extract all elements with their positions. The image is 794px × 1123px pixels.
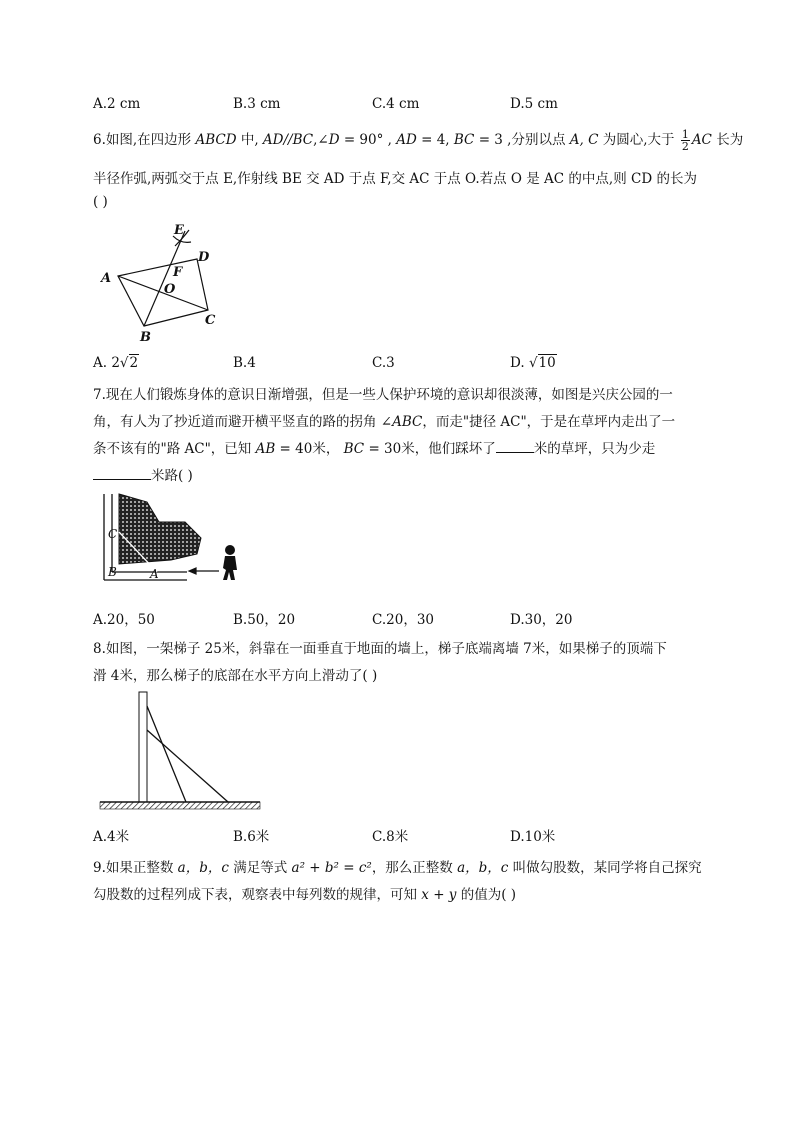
- q5-option-c[interactable]: C.4 cm: [372, 96, 420, 112]
- q7-text: = 30米，他们踩坏了: [364, 441, 496, 457]
- q6-math: A, C: [569, 132, 599, 148]
- q6-quadrilateral-figure: [95, 218, 225, 346]
- q7-label-b: B: [108, 565, 117, 579]
- q9-text: ，那么正整数: [371, 860, 458, 876]
- q7-math: AB: [255, 441, 276, 457]
- q7-option-a[interactable]: A.20，50: [93, 612, 155, 628]
- q7-label-c: C: [108, 527, 118, 541]
- q7-label-a: A: [150, 567, 159, 581]
- q8-stem-line2: 滑 4米，那么梯子的底部在水平方向上滑动了( ): [93, 668, 378, 684]
- q6-option-d[interactable]: [510, 355, 557, 371]
- q6-option-a-prefix: A. 2: [93, 355, 120, 371]
- q8-ladder-slid: [147, 730, 228, 802]
- q6-text: = 4,: [416, 132, 454, 148]
- q6-math: ABCD: [195, 132, 237, 148]
- q7-stem-line2: [93, 410, 675, 430]
- q6-option-b[interactable]: B.4: [233, 355, 256, 371]
- q6-label-o: O: [164, 282, 176, 297]
- q6-stem-line2: 半径作弧,两弧交于点 E,作射线 BE 交 AD 于点 F,交 AC 于点 O.若点 O 是 AC 的中点,则 CD 的长为: [93, 171, 697, 187]
- q7-angle: ABC: [392, 414, 423, 430]
- q9-stem-line1: [93, 856, 702, 876]
- q7-grass-area: [119, 494, 201, 564]
- q7-text: 角，有人为了抄近道而避开横平竖直的路的拐角 ∠: [93, 414, 393, 430]
- q7-text: 条不该有的"路 AC"，已知: [93, 441, 256, 457]
- q8-stem-line1: 8.如图，一架梯子 25米，斜靠在一面垂直于地面的墙上，梯子底端离墙 7米，如果梯子的顶端下: [93, 641, 667, 657]
- q9-text: 的值为( ): [456, 887, 517, 903]
- q8-ladder-initial: [147, 706, 186, 802]
- q5-option-a[interactable]: A.2 cm: [93, 96, 141, 112]
- q7-park-figure: [97, 488, 247, 586]
- q8-wall: [139, 692, 147, 802]
- q6-label-a: A: [101, 271, 112, 286]
- q6-stem-line3: ( ): [93, 194, 108, 210]
- q9-text: 满足等式: [228, 860, 292, 876]
- q7-answer-blank-2[interactable]: [93, 467, 151, 480]
- q6-text: 长为: [711, 132, 744, 148]
- q6-math: AD: [396, 132, 417, 148]
- q6-math: D: [328, 132, 340, 148]
- q9-text: 勾股数的过程列成下表，观察表中每列数的规律，可知: [93, 887, 422, 903]
- q6-math: AD//BC: [262, 132, 314, 148]
- q6-text: = 3 ,分别以点: [474, 132, 570, 148]
- q8-option-b[interactable]: B.6米: [233, 829, 270, 845]
- q7-text: = 40米，: [275, 441, 344, 457]
- q6-option-a[interactable]: [93, 355, 139, 371]
- q7-text: 米的草坪，只为少走: [533, 441, 656, 457]
- q6-text: 中,: [236, 132, 263, 148]
- sqrt-icon: √2: [119, 355, 139, 371]
- walking-person-icon: [223, 545, 237, 580]
- q6-math: AC: [691, 132, 712, 148]
- q6-fraction: [681, 129, 690, 152]
- q7-option-d[interactable]: D.30，20: [510, 612, 573, 628]
- q6-option-d-prefix: D.: [510, 355, 529, 371]
- q6-option-a-radicand: 2: [129, 355, 139, 371]
- q8-ground: [100, 802, 260, 809]
- q7-option-b[interactable]: B.50，20: [233, 612, 296, 628]
- q6-text: 为圆心,大于: [598, 132, 679, 148]
- arrow-left-icon: [189, 568, 196, 574]
- q6-math: BC: [453, 132, 475, 148]
- q6-label-d: D: [198, 250, 210, 265]
- q7-option-c[interactable]: C.20，30: [372, 612, 434, 628]
- q9-expr: x + y: [421, 887, 457, 903]
- q6-label-f: F: [173, 265, 183, 280]
- q6-option-c[interactable]: C.3: [372, 355, 395, 371]
- q6-label-e: E: [174, 223, 184, 238]
- q7-text: 米路( ): [151, 468, 193, 484]
- q5-option-d[interactable]: D.5 cm: [510, 96, 558, 112]
- q9-stem-line2: [93, 883, 516, 903]
- q6-label-b: B: [140, 330, 151, 345]
- q6-stem-line1: [93, 128, 743, 152]
- q9-vars: a，b，c: [177, 860, 229, 876]
- q9-equation: a² + b² = c²: [291, 860, 372, 876]
- q8-option-a[interactable]: A.4米: [93, 829, 130, 845]
- sqrt-icon: √10: [528, 355, 556, 371]
- q8-option-d[interactable]: D.10米: [510, 829, 556, 845]
- q7-answer-blank-1[interactable]: [496, 440, 534, 453]
- q5-option-b[interactable]: B.3 cm: [233, 96, 281, 112]
- q9-vars: a，b，c: [457, 860, 509, 876]
- q7-stem-line3: [93, 437, 655, 457]
- q7-stem-line1: 7.现在人们锻炼身体的意识日渐增强，但是一些人保护环境的意识却很淡薄，如图是兴庆公园的一: [93, 387, 673, 403]
- q8-ladder-figure: [98, 690, 262, 812]
- q6-text: = 90° ,: [339, 132, 397, 148]
- q6-option-d-radicand: 10: [538, 355, 556, 371]
- q7-text: ，而走"捷径 AC"，于是在草坪内走出了一: [422, 414, 676, 430]
- q6-text: ,∠: [313, 132, 329, 148]
- q9-text: 9.如果正整数: [93, 860, 178, 876]
- q6-frac-den: 2: [681, 140, 689, 153]
- q7-stem-line4: [93, 464, 193, 484]
- q7-math: BC: [343, 441, 365, 457]
- q8-option-c[interactable]: C.8米: [372, 829, 409, 845]
- q6-label-c: C: [205, 313, 216, 328]
- q9-text: 叫做勾股数，某同学将自己探究: [508, 860, 702, 876]
- q6-text: 6.如图,在四边形: [93, 132, 196, 148]
- q6-frac-num: 1: [681, 128, 689, 141]
